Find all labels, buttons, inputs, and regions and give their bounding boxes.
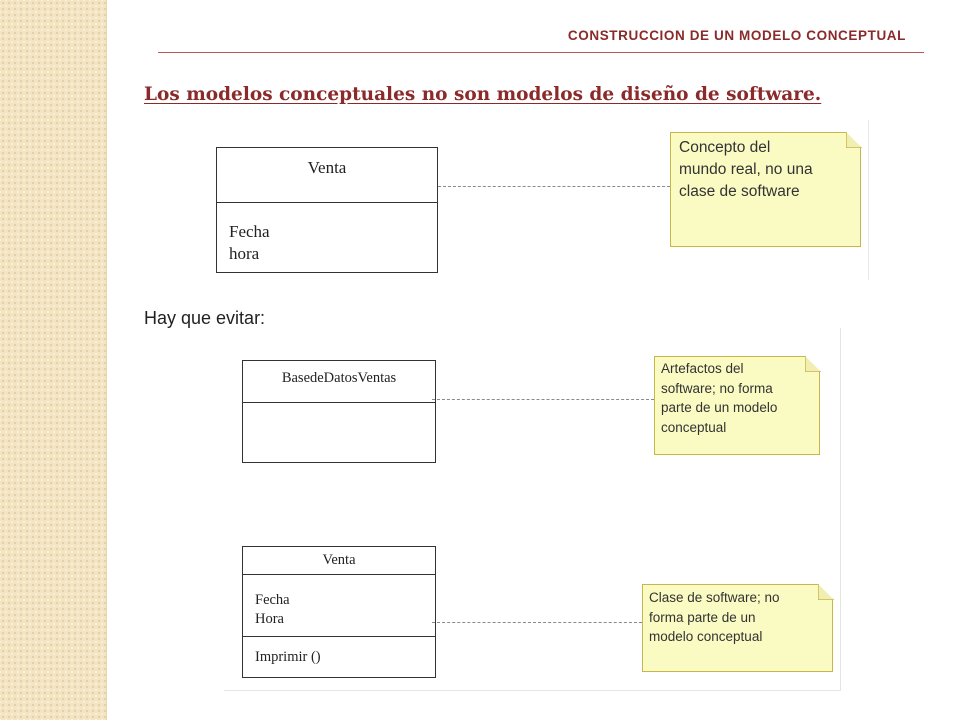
uml-attribute: Fecha <box>255 592 290 608</box>
slide-header-title: CONSTRUCCION DE UN MODELO CONCEPTUAL <box>567 28 906 43</box>
uml-class-venta-concept <box>216 147 438 273</box>
uml-class-name: Venta <box>217 148 437 203</box>
note-fold-icon <box>846 132 862 148</box>
slide-heading: Los modelos conceptuales no son modelos de diseño de software. <box>144 84 822 105</box>
uml-attribute: Fecha <box>229 222 270 241</box>
note-line: forma parte de un <box>649 609 756 625</box>
note-line: clase de software <box>679 183 800 200</box>
uml-attribute: Hora <box>255 611 284 627</box>
note-fold-icon <box>805 356 821 372</box>
uml-operation: Imprimir () <box>255 649 321 665</box>
note-line: modelo conceptual <box>649 629 763 644</box>
uml-attribute: hora <box>229 244 260 263</box>
avoid-label: Hay que evitar: <box>144 308 266 328</box>
uml-class-venta-software <box>242 546 436 678</box>
note-software-class <box>642 584 833 672</box>
note-line: mundo real, no una <box>679 161 813 178</box>
diagram-panel-avoid <box>224 328 841 691</box>
uml-class-database <box>242 360 436 463</box>
note-fold-icon <box>818 584 834 600</box>
diagram-panel-correct <box>200 120 869 280</box>
header-divider <box>158 52 924 53</box>
note-concept <box>670 132 861 247</box>
uml-class-name: BasedeDatosVentas <box>243 361 435 403</box>
note-connector <box>432 399 654 400</box>
decorative-side-strip <box>0 0 107 720</box>
note-line: parte de un modelo <box>661 400 778 415</box>
note-line: Clase de software; no <box>649 590 780 605</box>
note-line: software; no forma <box>661 380 773 396</box>
note-line: Concepto del <box>679 139 771 156</box>
note-connector <box>438 186 670 187</box>
note-line: conceptual <box>661 419 727 435</box>
note-line: Artefactos del <box>661 361 744 376</box>
uml-class-name: Venta <box>243 547 435 575</box>
note-software-artifacts <box>654 356 820 455</box>
note-connector <box>432 622 642 623</box>
